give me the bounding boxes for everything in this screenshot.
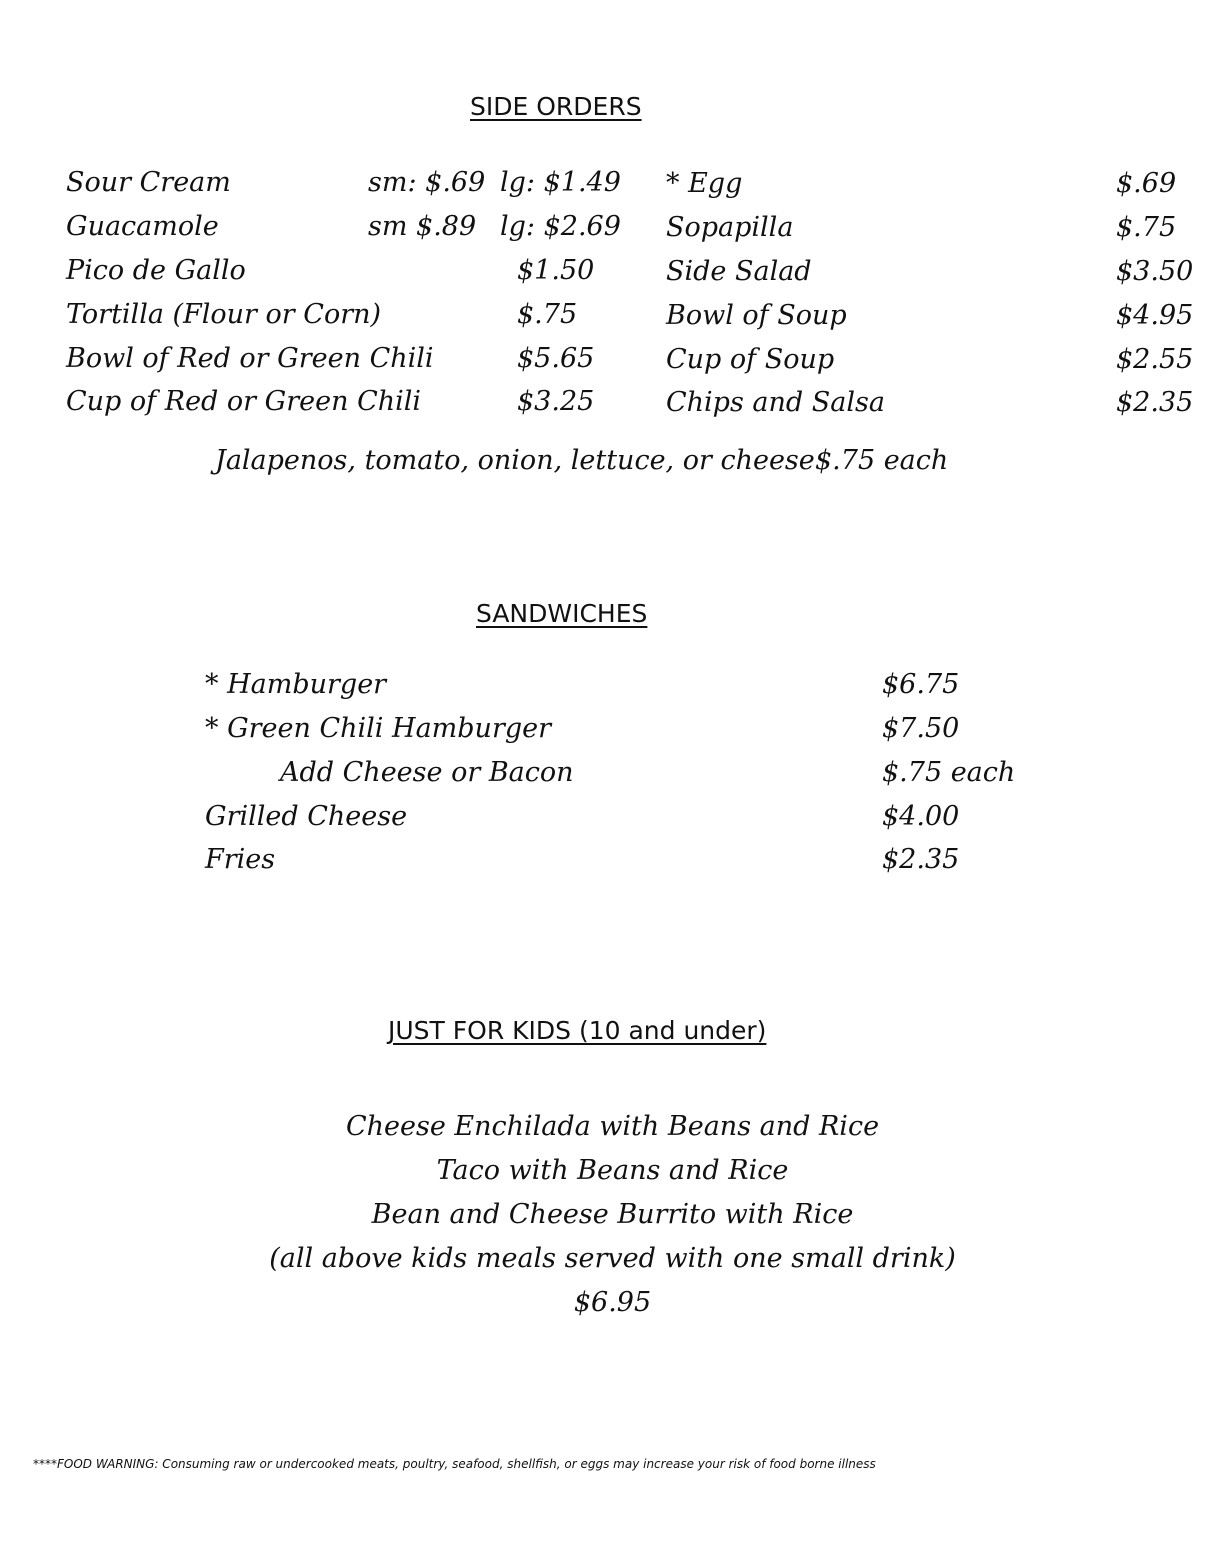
kids-meal-note: (all above kids meals served with one small drink) (269, 1243, 956, 1274)
side-item-sm-price: sm: $.69 (368, 167, 486, 198)
sandwiches-heading: SANDWICHES (476, 599, 648, 628)
sandwich-item-price: $2.35 (882, 844, 960, 875)
side-item-name: Bowl of Red or Green Chili (66, 343, 434, 374)
side-item-price: $2.55 (1116, 344, 1194, 375)
side-item-name: * Egg (666, 168, 743, 199)
kids-meal-line: Cheese Enchilada with Beans and Rice (345, 1111, 880, 1142)
side-item-price: $5.65 (517, 343, 595, 374)
side-item-name: Pico de Gallo (66, 255, 246, 286)
side-item-name: Guacamole (66, 211, 219, 242)
sandwich-addon-name: Add Cheese or Bacon (280, 757, 574, 788)
side-item-sm-price: sm $.89 (368, 211, 477, 242)
side-item-price: $.75 (517, 299, 578, 330)
side-item-price: $3.25 (517, 386, 595, 417)
side-item-lg-price: lg: $1.49 (500, 167, 621, 198)
side-item-name: Cup of Red or Green Chili (66, 386, 422, 417)
sandwich-item-price: $6.75 (882, 669, 960, 700)
side-item-price: $1.50 (517, 255, 595, 286)
side-item-price: $.75 (1116, 212, 1177, 243)
side-item-name: Sour Cream (66, 167, 231, 198)
kids-meal-line: Taco with Beans and Rice (436, 1155, 789, 1186)
side-item-lg-price: lg: $2.69 (500, 211, 621, 242)
sandwich-item-name: Fries (205, 844, 276, 875)
food-warning: ****FOOD WARNING: Consuming raw or undercooked meats, poultry, seafood, shellfish, or eggs may increase your risk of food borne illness (33, 1457, 876, 1471)
sandwich-item-name: Grilled Cheese (205, 801, 408, 832)
sandwich-item-price: $7.50 (882, 713, 960, 744)
sandwich-item-name: * Hamburger (205, 669, 387, 700)
side-extras-name: Jalapenos, tomato, onion, lettuce, or cheese (215, 445, 815, 476)
side-item-name: Cup of Soup (666, 344, 835, 375)
side-item-price: $3.50 (1116, 256, 1194, 287)
side-item-name: Bowl of Soup (666, 300, 847, 331)
kids-meal-line: Bean and Cheese Burrito with Rice (371, 1199, 854, 1230)
side-item-name: Side Salad (666, 256, 812, 287)
kids-meal-price: $6.95 (573, 1287, 652, 1318)
side-item-price: $2.35 (1116, 387, 1194, 418)
sandwich-addon-price: $.75 each (882, 757, 1016, 788)
side-item-name: Sopapilla (666, 212, 794, 243)
side-item-name: Tortilla (Flour or Corn) (66, 299, 382, 330)
side-item-price: $.69 (1116, 168, 1177, 199)
side-orders-heading: SIDE ORDERS (470, 92, 642, 121)
side-extras-price: $.75 each (815, 445, 949, 476)
side-item-name: Chips and Salsa (666, 387, 885, 418)
kids-heading: JUST FOR KIDS (10 and under) (388, 1016, 767, 1045)
side-item-price: $4.95 (1116, 300, 1194, 331)
sandwich-item-name: * Green Chili Hamburger (205, 713, 552, 744)
sandwich-item-price: $4.00 (882, 801, 960, 832)
